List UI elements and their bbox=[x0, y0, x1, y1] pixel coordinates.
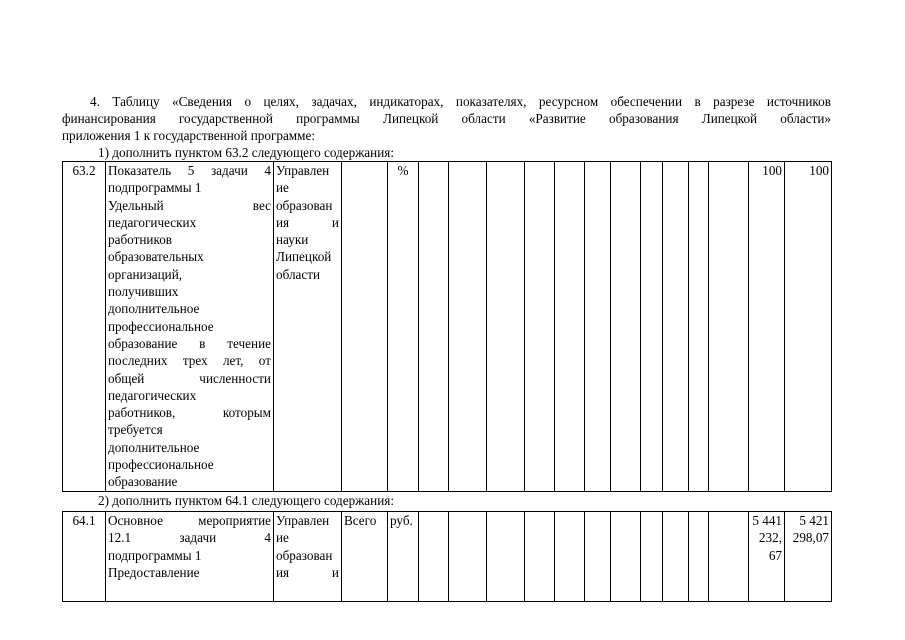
desc-line: работников bbox=[108, 232, 173, 248]
desc-line: педагогических bbox=[108, 387, 197, 403]
org-line: образован bbox=[276, 547, 333, 563]
funding-source: Всего bbox=[342, 512, 388, 602]
row-number: 64.1 bbox=[63, 512, 106, 602]
empty-cell bbox=[689, 512, 709, 602]
empty-cell bbox=[709, 512, 749, 602]
table-row-63-2 bbox=[62, 161, 832, 492]
intro-line-3: приложения 1 к государственной программе: bbox=[62, 128, 316, 143]
desc-line: Предоставление bbox=[108, 564, 200, 580]
responsible-organization bbox=[274, 512, 342, 602]
value-cell bbox=[785, 512, 832, 602]
empty-cell bbox=[525, 162, 555, 492]
desc-line: Показатель 5 задачи 4 bbox=[108, 163, 271, 178]
empty-cell bbox=[585, 162, 611, 492]
empty-cell bbox=[689, 162, 709, 492]
desc-line: 12.1 задачи 4 bbox=[108, 530, 271, 546]
value-line: 232, bbox=[758, 530, 782, 546]
org-line: науки bbox=[276, 232, 309, 248]
empty-cell bbox=[611, 162, 641, 492]
unit-cell: % bbox=[388, 162, 419, 492]
funding-source bbox=[342, 162, 388, 492]
desc-line: профессиональное bbox=[108, 457, 214, 473]
value-line: 5 441 bbox=[752, 513, 782, 528]
unit-cell: руб. bbox=[388, 512, 419, 602]
empty-cell bbox=[709, 162, 749, 492]
desc-line: подпрограммы 1 bbox=[108, 547, 202, 563]
org-line: области bbox=[276, 266, 321, 282]
desc-line: педагогических bbox=[108, 214, 197, 230]
empty-cell bbox=[487, 512, 525, 602]
desc-line: Основное мероприятие bbox=[108, 513, 271, 528]
desc-line: дополнительное bbox=[108, 439, 200, 455]
empty-cell bbox=[525, 512, 555, 602]
empty-cell bbox=[641, 512, 663, 602]
org-line: ие bbox=[276, 180, 289, 196]
desc-line: общей численности bbox=[108, 370, 271, 386]
value-cell: 100 bbox=[749, 162, 785, 492]
empty-cell bbox=[419, 512, 449, 602]
desc-line: требуется bbox=[108, 422, 163, 438]
empty-cell bbox=[663, 162, 689, 492]
empty-cell bbox=[641, 162, 663, 492]
org-line: образован bbox=[276, 197, 333, 213]
org-line: Управлен bbox=[276, 513, 330, 528]
value-cell bbox=[749, 512, 785, 602]
empty-cell bbox=[611, 512, 641, 602]
org-line: ия и bbox=[276, 214, 339, 230]
intro-line-2: финансирования государственной программы Липецкой области «Развитие образования Липецкой области» bbox=[62, 111, 831, 126]
activity-description bbox=[106, 512, 274, 602]
desc-line: образование в течение bbox=[108, 335, 271, 351]
value-cell: 100 bbox=[785, 162, 832, 492]
empty-cell bbox=[585, 512, 611, 602]
empty-cell bbox=[419, 162, 449, 492]
empty-cell bbox=[555, 512, 585, 602]
responsible-organization bbox=[274, 162, 342, 492]
value-line: 5 421 bbox=[799, 513, 829, 528]
empty-cell bbox=[487, 162, 525, 492]
empty-cell bbox=[449, 162, 487, 492]
org-line: Управлен bbox=[276, 163, 330, 178]
item-1-heading: 1) дополнить пунктом 63.2 следующего содержания: bbox=[98, 145, 395, 160]
empty-cell bbox=[555, 162, 585, 492]
desc-line: получивших bbox=[108, 284, 179, 300]
indicator-description bbox=[106, 162, 274, 492]
value-line: 298,07 bbox=[792, 530, 829, 546]
table-row-64-1 bbox=[62, 511, 832, 602]
desc-line: профессиональное bbox=[108, 318, 214, 334]
intro-line-1: 4. Таблицу «Сведения о целях, задачах, индикаторах, показателях, ресурсном обеспечении в разрезе источников bbox=[90, 94, 831, 109]
org-line: Липецкой bbox=[276, 249, 332, 265]
item-2-heading: 2) дополнить пунктом 64.1 следующего содержания: bbox=[98, 493, 395, 508]
desc-line: образовательных bbox=[108, 249, 204, 265]
desc-line: организаций, bbox=[108, 266, 183, 282]
empty-cell bbox=[449, 512, 487, 602]
desc-line: последних трех лет, от bbox=[108, 353, 271, 369]
desc-line: работников, которым bbox=[108, 405, 271, 421]
empty-cell bbox=[663, 512, 689, 602]
desc-line: подпрограммы 1 bbox=[108, 180, 202, 196]
org-line: ие bbox=[276, 530, 289, 546]
org-line: ия и bbox=[276, 564, 339, 580]
desc-line: образование bbox=[108, 474, 178, 490]
desc-line: Удельный вес bbox=[108, 197, 271, 213]
value-line: 67 bbox=[768, 547, 782, 563]
row-number: 63.2 bbox=[63, 162, 106, 492]
desc-line: дополнительное bbox=[108, 301, 200, 317]
